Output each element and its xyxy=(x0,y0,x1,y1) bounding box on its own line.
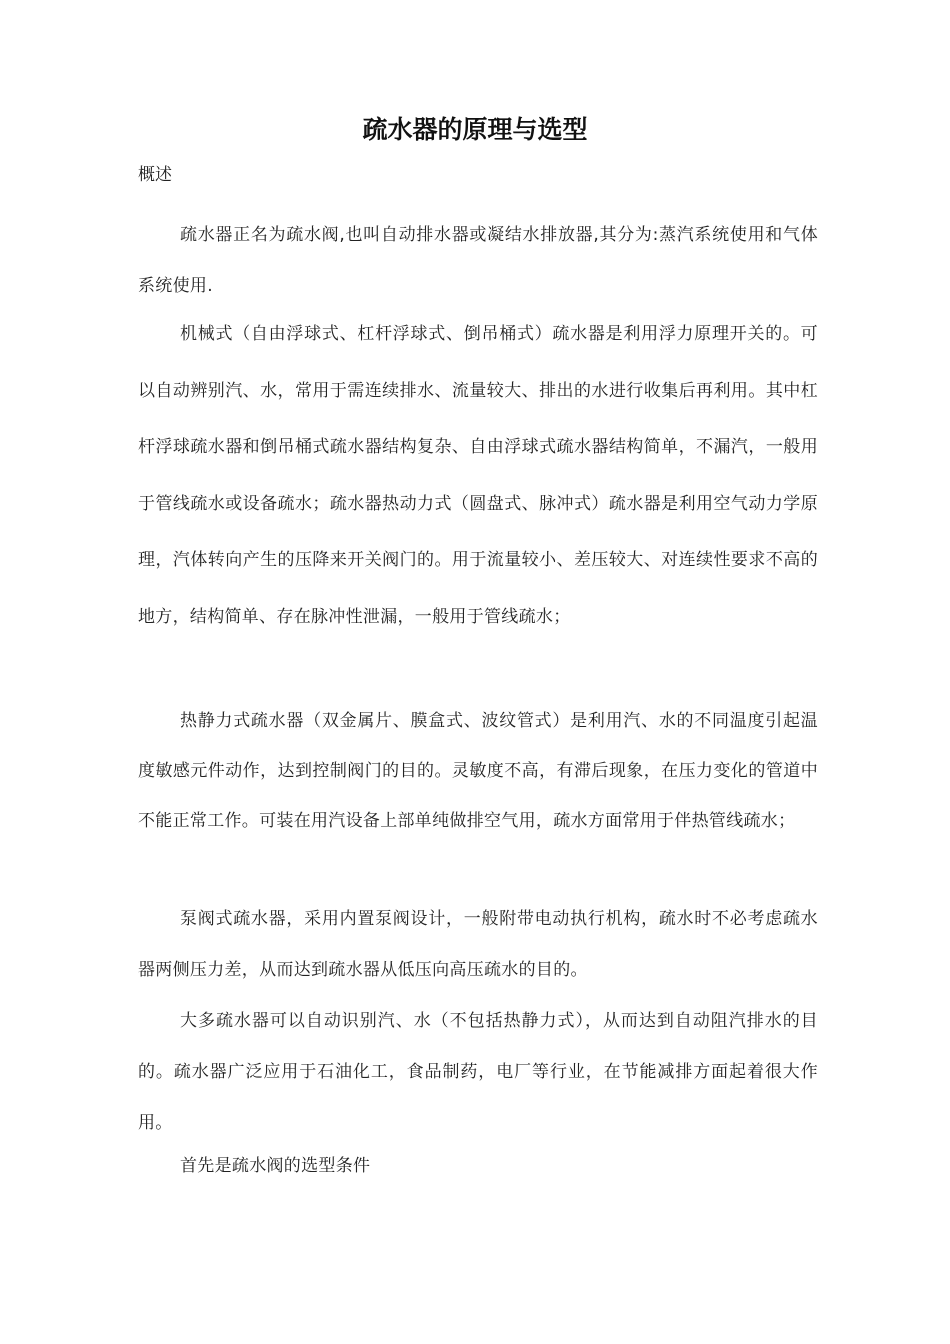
paragraph-intro: 疏水器正名为疏水阀,也叫自动排水器或凝结水排放器,其分为:蒸汽系统使用和气体系统使用. xyxy=(138,225,818,296)
section-heading: 概述 xyxy=(138,165,172,185)
document-title: 疏水器的原理与选型 xyxy=(362,115,588,144)
paragraph-mechanical: 机械式（自由浮球式、杠杆浮球式、倒吊桶式）疏水器是利用浮力原理开关的。可以自动辨别汽、水，常用于需连续排水、流量较大、排出的水进行收集后再利用。其中杠杆浮球疏水器和倒吊桶式疏水器结构复杂、自由浮球式疏水器结构简单，不漏汽，一般用于管线疏水或设备疏水；疏水器热动力式（圆盘式、脉冲式）疏水器是利用空气动力学原理，汽体转向产生的压降来开关阀门的。用于流量较小、差压较大、对连续性要求不高的地方，结构简单、存在脉冲性泄漏，一般用于管线疏水； xyxy=(138,324,818,627)
paragraph-pump-valve: 泵阀式疏水器，采用内置泵阀设计，一般附带电动执行机构，疏水时不必考虑疏水器两侧压力差，从而达到疏水器从低压向高压疏水的目的。 xyxy=(138,909,818,980)
paragraph-selection: 首先是疏水阀的选型条件 xyxy=(180,1156,371,1176)
paragraph-thermostatic: 热静力式疏水器（双金属片、膜盒式、波纹管式）是利用汽、水的不同温度引起温度敏感元件动作，达到控制阀门的目的。灵敏度不高，有滞后现象，在压力变化的管道中不能正常工作。可装在用汽设备上部单纯做排空气用，疏水方面常用于伴热管线疏水； xyxy=(138,711,818,831)
paragraph-applications: 大多疏水器可以自动识别汽、水（不包括热静力式），从而达到自动阻汽排水的目的。疏水器广泛应用于石油化工，食品制药，电厂等行业，在节能减排方面起着很大作用。 xyxy=(138,1011,818,1133)
